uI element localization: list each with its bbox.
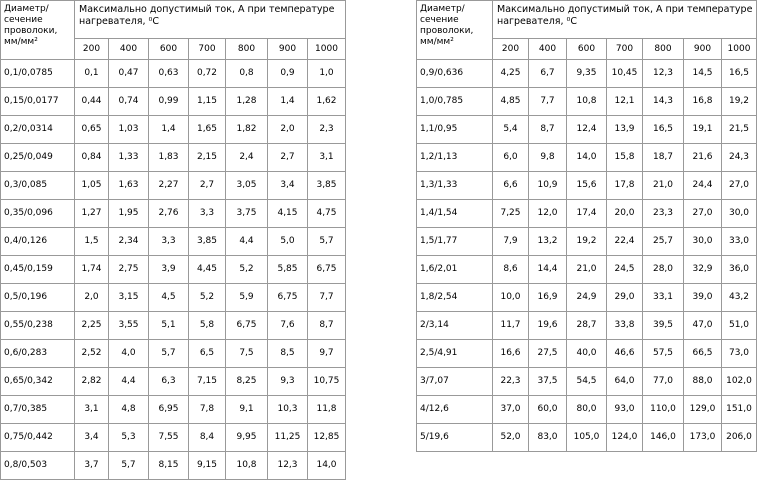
table-row <box>417 60 757 88</box>
current-value-cell: 6,0 <box>493 144 529 172</box>
current-value-cell: 9,15 <box>189 452 226 480</box>
current-value-cell: 1,33 <box>109 144 149 172</box>
current-value-cell: 21,0 <box>643 172 684 200</box>
wire-size-cell: 0,35/0,096 <box>1 200 75 228</box>
current-value-cell: 9,3 <box>268 368 308 396</box>
current-value-cell: 9,7 <box>308 340 346 368</box>
current-value-cell: 29,0 <box>607 284 643 312</box>
current-value-cell: 5,2 <box>226 256 268 284</box>
current-value-cell: 13,9 <box>607 116 643 144</box>
wire-size-cell: 0,55/0,238 <box>1 312 75 340</box>
table-row <box>417 172 757 200</box>
current-value-cell: 5,9 <box>226 284 268 312</box>
wire-size-cell: 1,5/1,77 <box>417 228 493 256</box>
current-value-cell: 1,05 <box>75 172 109 200</box>
current-value-cell: 0,44 <box>75 88 109 116</box>
current-value-cell: 5,8 <box>189 312 226 340</box>
wire-size-cell: 0,1/0,0785 <box>1 60 75 88</box>
table-row <box>1 88 346 116</box>
current-value-cell: 7,25 <box>493 200 529 228</box>
current-value-cell: 4,25 <box>493 60 529 88</box>
current-value-cell: 6,95 <box>149 396 189 424</box>
diameter-column-header: Диаметр/ сечение проволоки, мм/мм² <box>1 1 75 60</box>
table-row <box>1 396 346 424</box>
current-value-cell: 5,1 <box>149 312 189 340</box>
current-value-cell: 54,5 <box>567 368 607 396</box>
current-value-cell: 3,4 <box>75 424 109 452</box>
current-value-cell: 57,5 <box>643 340 684 368</box>
current-column-header: Максимально допустимый ток, А при температуре нагревателя, ⁰С <box>75 1 346 39</box>
current-value-cell: 0,1 <box>75 60 109 88</box>
current-value-cell: 7,55 <box>149 424 189 452</box>
current-value-cell: 151,0 <box>722 396 757 424</box>
temp-header: 600 <box>567 39 607 60</box>
current-value-cell: 14,4 <box>529 256 567 284</box>
temp-header: 200 <box>75 39 109 60</box>
table-row <box>417 368 757 396</box>
current-value-cell: 16,8 <box>684 88 722 116</box>
current-value-cell: 21,0 <box>567 256 607 284</box>
current-value-cell: 5,85 <box>268 256 308 284</box>
current-value-cell: 4,85 <box>493 88 529 116</box>
table-row <box>1 172 346 200</box>
current-value-cell: 6,7 <box>529 60 567 88</box>
wire-size-cell: 0,9/0,636 <box>417 60 493 88</box>
current-value-cell: 1,4 <box>149 116 189 144</box>
current-value-cell: 7,8 <box>189 396 226 424</box>
current-value-cell: 4,4 <box>109 368 149 396</box>
current-value-cell: 1,95 <box>109 200 149 228</box>
current-value-cell: 77,0 <box>643 368 684 396</box>
current-value-cell: 7,15 <box>189 368 226 396</box>
wire-size-cell: 3/7,07 <box>417 368 493 396</box>
temp-header: 200 <box>493 39 529 60</box>
left-table-body <box>1 60 346 480</box>
wire-size-cell: 0,15/0,0177 <box>1 88 75 116</box>
current-value-cell: 8,25 <box>226 368 268 396</box>
current-value-cell: 4,75 <box>308 200 346 228</box>
table-row <box>417 284 757 312</box>
current-value-cell: 9,95 <box>226 424 268 452</box>
current-value-cell: 0,72 <box>189 60 226 88</box>
table-row <box>1 340 346 368</box>
current-value-cell: 3,55 <box>109 312 149 340</box>
wire-size-cell: 0,8/0,503 <box>1 452 75 480</box>
current-value-cell: 9,35 <box>567 60 607 88</box>
current-value-cell: 52,0 <box>493 424 529 452</box>
current-value-cell: 6,3 <box>149 368 189 396</box>
current-value-cell: 43,2 <box>722 284 757 312</box>
wire-size-cell: 0,3/0,085 <box>1 172 75 200</box>
current-value-cell: 10,75 <box>308 368 346 396</box>
current-value-cell: 18,7 <box>643 144 684 172</box>
table-row <box>1 312 346 340</box>
current-value-cell: 33,8 <box>607 312 643 340</box>
current-value-cell: 4,0 <box>109 340 149 368</box>
table-row <box>417 228 757 256</box>
current-value-cell: 2,3 <box>308 116 346 144</box>
current-value-cell: 7,5 <box>226 340 268 368</box>
current-value-cell: 1,62 <box>308 88 346 116</box>
current-value-cell: 4,4 <box>226 228 268 256</box>
current-value-cell: 12,3 <box>268 452 308 480</box>
current-value-cell: 27,0 <box>684 200 722 228</box>
current-value-cell: 6,75 <box>308 256 346 284</box>
table-row <box>417 424 757 452</box>
current-value-cell: 27,0 <box>722 172 757 200</box>
current-value-cell: 1,65 <box>189 116 226 144</box>
current-value-cell: 7,7 <box>529 88 567 116</box>
table-row <box>1 368 346 396</box>
current-value-cell: 5,0 <box>268 228 308 256</box>
current-value-cell: 88,0 <box>684 368 722 396</box>
current-value-cell: 93,0 <box>607 396 643 424</box>
current-value-cell: 2,27 <box>149 172 189 200</box>
current-value-cell: 11,25 <box>268 424 308 452</box>
temp-header: 800 <box>226 39 268 60</box>
current-value-cell: 24,5 <box>607 256 643 284</box>
table-row <box>417 396 757 424</box>
current-value-cell: 83,0 <box>529 424 567 452</box>
current-value-cell: 3,85 <box>308 172 346 200</box>
current-value-cell: 5,7 <box>109 452 149 480</box>
current-value-cell: 16,9 <box>529 284 567 312</box>
current-value-cell: 8,7 <box>529 116 567 144</box>
current-column-header: Максимально допустимый ток, А при температуре нагревателя, ⁰С <box>493 1 757 39</box>
current-value-cell: 27,5 <box>529 340 567 368</box>
current-value-cell: 30,0 <box>722 200 757 228</box>
wire-size-cell: 0,5/0,196 <box>1 284 75 312</box>
current-value-cell: 13,2 <box>529 228 567 256</box>
wire-current-table-right <box>416 0 757 452</box>
current-value-cell: 6,5 <box>189 340 226 368</box>
current-value-cell: 24,4 <box>684 172 722 200</box>
current-value-cell: 3,3 <box>149 228 189 256</box>
current-value-cell: 2,15 <box>189 144 226 172</box>
current-value-cell: 8,4 <box>189 424 226 452</box>
current-value-cell: 33,0 <box>722 228 757 256</box>
table-row <box>1 200 346 228</box>
current-value-cell: 10,3 <box>268 396 308 424</box>
current-value-cell: 19,2 <box>567 228 607 256</box>
current-value-cell: 14,0 <box>308 452 346 480</box>
current-value-cell: 0,9 <box>268 60 308 88</box>
table-row <box>1 452 346 480</box>
current-value-cell: 0,99 <box>149 88 189 116</box>
current-value-cell: 14,3 <box>643 88 684 116</box>
table-row <box>417 340 757 368</box>
table-row <box>1 60 346 88</box>
wire-size-cell: 0,4/0,126 <box>1 228 75 256</box>
current-value-cell: 4,5 <box>149 284 189 312</box>
current-value-cell: 3,15 <box>109 284 149 312</box>
current-value-cell: 0,74 <box>109 88 149 116</box>
current-value-cell: 22,3 <box>493 368 529 396</box>
current-value-cell: 124,0 <box>607 424 643 452</box>
current-value-cell: 28,0 <box>643 256 684 284</box>
current-value-cell: 4,8 <box>109 396 149 424</box>
table-row <box>1 144 346 172</box>
current-value-cell: 22,4 <box>607 228 643 256</box>
current-value-cell: 7,7 <box>308 284 346 312</box>
current-value-cell: 51,0 <box>722 312 757 340</box>
temp-header: 900 <box>684 39 722 60</box>
temp-header: 400 <box>529 39 567 60</box>
current-value-cell: 5,4 <box>493 116 529 144</box>
current-value-cell: 2,25 <box>75 312 109 340</box>
wire-size-cell: 0,2/0,0314 <box>1 116 75 144</box>
current-value-cell: 3,1 <box>308 144 346 172</box>
current-value-cell: 4,15 <box>268 200 308 228</box>
current-value-cell: 2,52 <box>75 340 109 368</box>
table-row <box>1 116 346 144</box>
current-value-cell: 5,3 <box>109 424 149 452</box>
current-value-cell: 10,0 <box>493 284 529 312</box>
current-value-cell: 3,3 <box>189 200 226 228</box>
current-value-cell: 24,9 <box>567 284 607 312</box>
current-value-cell: 40,0 <box>567 340 607 368</box>
current-value-cell: 9,1 <box>226 396 268 424</box>
table-row <box>417 144 757 172</box>
current-value-cell: 0,65 <box>75 116 109 144</box>
current-value-cell: 5,2 <box>189 284 226 312</box>
current-value-cell: 110,0 <box>643 396 684 424</box>
temp-header: 800 <box>643 39 684 60</box>
current-value-cell: 10,9 <box>529 172 567 200</box>
table-row <box>417 116 757 144</box>
current-value-cell: 14,0 <box>567 144 607 172</box>
current-value-cell: 0,47 <box>109 60 149 88</box>
current-value-cell: 47,0 <box>684 312 722 340</box>
wire-current-table-left <box>0 0 346 480</box>
current-value-cell: 0,63 <box>149 60 189 88</box>
current-value-cell: 37,5 <box>529 368 567 396</box>
current-value-cell: 39,0 <box>684 284 722 312</box>
current-value-cell: 19,1 <box>684 116 722 144</box>
wire-size-cell: 0,25/0,049 <box>1 144 75 172</box>
current-value-cell: 39,5 <box>643 312 684 340</box>
wire-size-cell: 0,7/0,385 <box>1 396 75 424</box>
current-value-cell: 2,7 <box>268 144 308 172</box>
current-value-cell: 10,8 <box>226 452 268 480</box>
current-value-cell: 7,9 <box>493 228 529 256</box>
current-value-cell: 12,1 <box>607 88 643 116</box>
current-value-cell: 3,7 <box>75 452 109 480</box>
current-value-cell: 1,28 <box>226 88 268 116</box>
right-table-body <box>417 60 757 452</box>
current-value-cell: 11,7 <box>493 312 529 340</box>
current-value-cell: 28,7 <box>567 312 607 340</box>
current-value-cell: 129,0 <box>684 396 722 424</box>
current-value-cell: 14,5 <box>684 60 722 88</box>
current-value-cell: 3,4 <box>268 172 308 200</box>
temp-header: 1000 <box>722 39 757 60</box>
current-value-cell: 102,0 <box>722 368 757 396</box>
current-value-cell: 19,2 <box>722 88 757 116</box>
table-row <box>1 256 346 284</box>
temp-header: 1000 <box>308 39 346 60</box>
table-row <box>1 228 346 256</box>
current-value-cell: 1,5 <box>75 228 109 256</box>
current-value-cell: 15,6 <box>567 172 607 200</box>
current-value-cell: 206,0 <box>722 424 757 452</box>
current-value-cell: 2,82 <box>75 368 109 396</box>
current-value-cell: 17,4 <box>567 200 607 228</box>
current-value-cell: 2,7 <box>189 172 226 200</box>
wire-size-cell: 0,65/0,342 <box>1 368 75 396</box>
current-value-cell: 12,4 <box>567 116 607 144</box>
current-value-cell: 37,0 <box>493 396 529 424</box>
current-value-cell: 2,76 <box>149 200 189 228</box>
current-value-cell: 105,0 <box>567 424 607 452</box>
wire-size-cell: 2/3,14 <box>417 312 493 340</box>
current-value-cell: 2,4 <box>226 144 268 172</box>
current-value-cell: 2,0 <box>75 284 109 312</box>
temp-header: 900 <box>268 39 308 60</box>
current-value-cell: 16,5 <box>643 116 684 144</box>
current-value-cell: 9,8 <box>529 144 567 172</box>
current-value-cell: 21,5 <box>722 116 757 144</box>
current-value-cell: 15,8 <box>607 144 643 172</box>
temp-header: 700 <box>607 39 643 60</box>
current-value-cell: 23,3 <box>643 200 684 228</box>
wire-size-cell: 5/19,6 <box>417 424 493 452</box>
current-value-cell: 21,6 <box>684 144 722 172</box>
current-value-cell: 1,03 <box>109 116 149 144</box>
current-value-cell: 33,1 <box>643 284 684 312</box>
current-value-cell: 146,0 <box>643 424 684 452</box>
wire-size-cell: 1,2/1,13 <box>417 144 493 172</box>
current-value-cell: 11,8 <box>308 396 346 424</box>
current-value-cell: 10,8 <box>567 88 607 116</box>
current-value-cell: 80,0 <box>567 396 607 424</box>
current-value-cell: 0,8 <box>226 60 268 88</box>
current-value-cell: 2,34 <box>109 228 149 256</box>
diameter-column-header: Диаметр/ сечение проволоки, мм/мм² <box>417 1 493 60</box>
current-value-cell: 3,85 <box>189 228 226 256</box>
current-value-cell: 36,0 <box>722 256 757 284</box>
current-value-cell: 1,74 <box>75 256 109 284</box>
current-value-cell: 3,1 <box>75 396 109 424</box>
current-value-cell: 25,7 <box>643 228 684 256</box>
current-value-cell: 8,7 <box>308 312 346 340</box>
current-value-cell: 2,0 <box>268 116 308 144</box>
wire-size-cell: 1,3/1,33 <box>417 172 493 200</box>
current-value-cell: 60,0 <box>529 396 567 424</box>
temp-header: 700 <box>189 39 226 60</box>
wire-size-cell: 1,1/0,95 <box>417 116 493 144</box>
table-row <box>417 88 757 116</box>
current-value-cell: 8,5 <box>268 340 308 368</box>
wire-size-cell: 0,75/0,442 <box>1 424 75 452</box>
current-value-cell: 16,6 <box>493 340 529 368</box>
current-value-cell: 3,05 <box>226 172 268 200</box>
wire-size-cell: 0,6/0,283 <box>1 340 75 368</box>
wire-size-cell: 1,8/2,54 <box>417 284 493 312</box>
temp-header: 600 <box>149 39 189 60</box>
wire-size-cell: 4/12,6 <box>417 396 493 424</box>
current-value-cell: 1,0 <box>308 60 346 88</box>
table-row <box>417 256 757 284</box>
current-value-cell: 17,8 <box>607 172 643 200</box>
temp-header: 400 <box>109 39 149 60</box>
current-value-cell: 1,63 <box>109 172 149 200</box>
current-value-cell: 32,9 <box>684 256 722 284</box>
current-value-cell: 2,75 <box>109 256 149 284</box>
wire-size-cell: 1,6/2,01 <box>417 256 493 284</box>
current-value-cell: 19,6 <box>529 312 567 340</box>
current-value-cell: 3,75 <box>226 200 268 228</box>
wire-size-cell: 1,0/0,785 <box>417 88 493 116</box>
wire-size-cell: 1,4/1,54 <box>417 200 493 228</box>
current-value-cell: 6,75 <box>226 312 268 340</box>
current-value-cell: 12,85 <box>308 424 346 452</box>
current-value-cell: 1,82 <box>226 116 268 144</box>
current-value-cell: 6,75 <box>268 284 308 312</box>
current-value-cell: 12,0 <box>529 200 567 228</box>
current-value-cell: 5,7 <box>308 228 346 256</box>
current-value-cell: 6,6 <box>493 172 529 200</box>
current-value-cell: 1,15 <box>189 88 226 116</box>
current-value-cell: 66,5 <box>684 340 722 368</box>
current-value-cell: 1,83 <box>149 144 189 172</box>
current-value-cell: 20,0 <box>607 200 643 228</box>
current-value-cell: 3,9 <box>149 256 189 284</box>
current-value-cell: 64,0 <box>607 368 643 396</box>
current-value-cell: 1,4 <box>268 88 308 116</box>
current-value-cell: 16,5 <box>722 60 757 88</box>
table-row <box>417 312 757 340</box>
current-value-cell: 173,0 <box>684 424 722 452</box>
current-value-cell: 46,6 <box>607 340 643 368</box>
current-value-cell: 24,3 <box>722 144 757 172</box>
current-value-cell: 5,7 <box>149 340 189 368</box>
current-value-cell: 8,6 <box>493 256 529 284</box>
current-value-cell: 4,45 <box>189 256 226 284</box>
current-value-cell: 0,84 <box>75 144 109 172</box>
current-value-cell: 7,6 <box>268 312 308 340</box>
current-value-cell: 12,3 <box>643 60 684 88</box>
current-value-cell: 8,15 <box>149 452 189 480</box>
table-row <box>417 200 757 228</box>
wire-size-cell: 0,45/0,159 <box>1 256 75 284</box>
table-row <box>1 284 346 312</box>
current-value-cell: 10,45 <box>607 60 643 88</box>
current-value-cell: 73,0 <box>722 340 757 368</box>
table-row <box>1 424 346 452</box>
wire-size-cell: 2,5/4,91 <box>417 340 493 368</box>
current-value-cell: 1,27 <box>75 200 109 228</box>
current-value-cell: 30,0 <box>684 228 722 256</box>
